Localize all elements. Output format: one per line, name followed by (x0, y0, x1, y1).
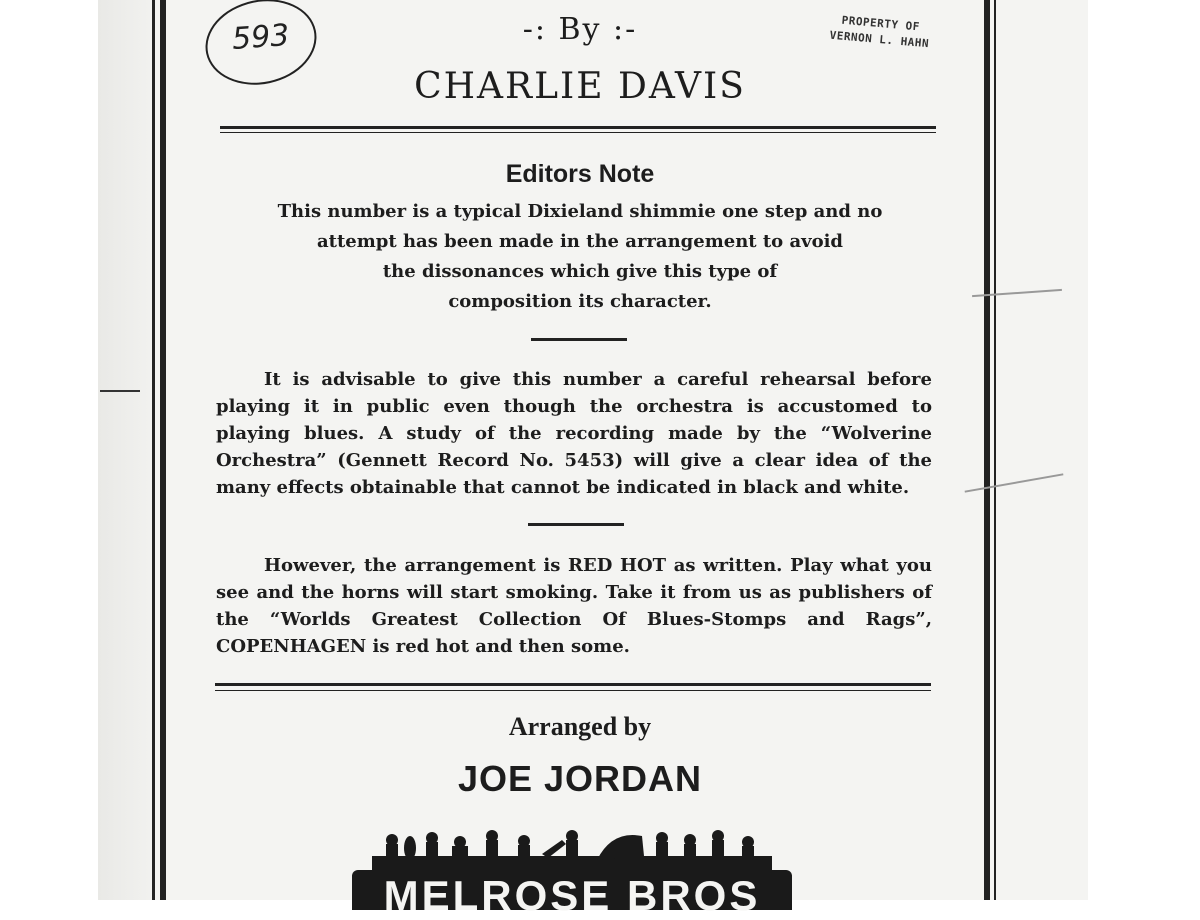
left-border-outer (152, 0, 155, 900)
short-divider (531, 338, 627, 341)
publisher-logo (352, 826, 792, 919)
header-rule-thick (220, 126, 936, 129)
paper-shadow (98, 0, 168, 900)
footer-rule-thin (215, 690, 931, 691)
right-border-inner (984, 0, 990, 900)
paper-tear (100, 390, 140, 392)
band-silhouette-icon (352, 826, 792, 876)
short-divider (528, 523, 624, 526)
editors-note-heading: Editors Note (505, 160, 655, 188)
editors-note-text: This number is a typical Dixieland shimmie one step and no attempt has been made in the arrangement to avoid the dissonances which give this type of composition its character. (277, 201, 883, 312)
catalog-number: 593 (230, 18, 291, 57)
left-border-inner (160, 0, 166, 900)
paragraph-rehearsal: It is advisable to give this number a careful rehearsal before playing it in public even though the orchestra is accustomed to playing blues. A study of the recording made by the “Wolverine Orchestra” (Gennett Record No. 5453) will give a clear idea of the many effects obtainable that cannot be indicated in black and white. (216, 369, 932, 498)
paragraph-red-hot: However, the arrangement is RED HOT as written. Play what you see and the horns will start smoking. Take it from us as publishers of the “Worlds Greatest Collection Of Blues-Stomps and Rags”, COPENHAGEN is red hot and then some. (216, 555, 932, 657)
property-stamp-line1: PROPERTY OF (841, 13, 921, 34)
arranged-by-label: Arranged by (508, 712, 652, 741)
composer-name: CHARLIE DAVIS (414, 66, 746, 107)
right-border-outer (994, 0, 996, 900)
footer-rule-thick (215, 683, 931, 686)
header-rule-thin (220, 132, 936, 133)
by-line: -: By :- (522, 12, 638, 47)
property-stamp-line2: VERNON L. HAHN (829, 28, 930, 51)
publisher-logo-text: MELROSE BROS (383, 872, 761, 919)
arranger-name: JOE JORDAN (457, 758, 703, 799)
